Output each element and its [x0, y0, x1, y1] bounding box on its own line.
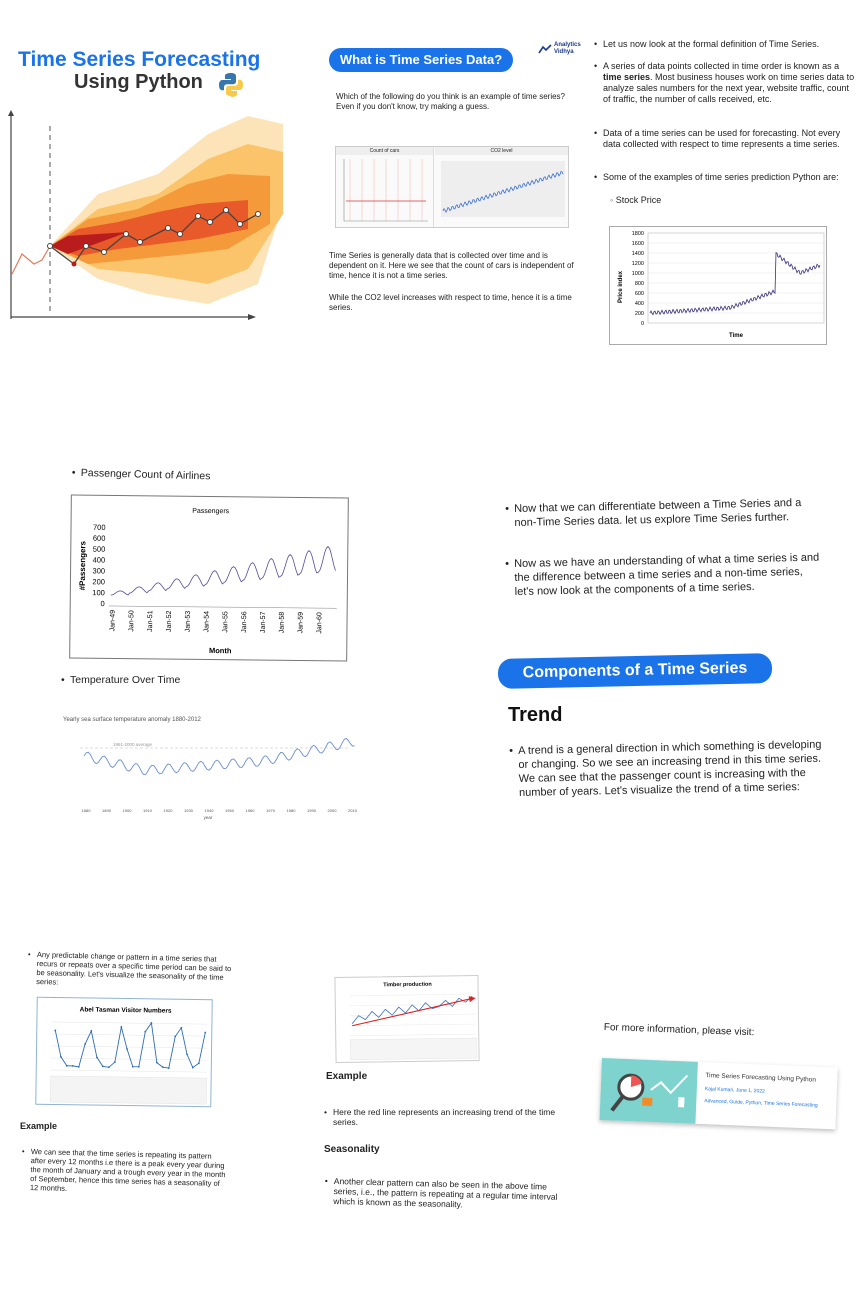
- passengers-xtick: Jan-53: [184, 610, 192, 633]
- chart-co2-title: CO2 level: [435, 147, 568, 155]
- chart-co2-level: [435, 147, 568, 227]
- article-tags[interactable]: Advanced, Guide, Python, Time Series Forecasting: [704, 1098, 818, 1109]
- timber-chart: [334, 975, 479, 1063]
- cars-plot: [336, 155, 434, 227]
- article-meta: Kajal Kumari, June 1, 2022: [704, 1086, 765, 1095]
- temp-xtick: 1970: [266, 808, 275, 813]
- passengers-ytick: 100: [92, 588, 105, 598]
- stock-ytick: 1400: [631, 251, 644, 257]
- temp-xtick: 1950: [225, 808, 234, 813]
- bullet-seasonality-explained: • We can see that the time series is repeating its pattern after every 12 months i.e there is a peak every year during the month of January and a trough every year in the month of September, hence this time series has a seasonality of 12 months.: [30, 1147, 227, 1197]
- article-title[interactable]: Time Series Forecasting Using Python: [705, 1072, 817, 1084]
- bullet-seasonality-pattern: • Another clear pattern can also be seen in the above time series, i.e., the pattern is repeating at a regular time interval which is known as the seasonality.: [333, 1176, 560, 1212]
- abel-point: [138, 1066, 140, 1068]
- temp-xtick: 1940: [204, 808, 214, 813]
- temp-xtick: 1910: [143, 808, 152, 813]
- temp-xlabel: year: [203, 815, 213, 820]
- stock-ytick: 1000: [631, 271, 644, 277]
- temp-xtick: 1880: [81, 808, 91, 813]
- temp-xtick: 2000: [327, 808, 337, 813]
- components-heading: Components of a Time Series: [498, 653, 773, 689]
- passengers-ytick: 500: [92, 544, 106, 554]
- python-logo-icon: [218, 72, 244, 103]
- passengers-xtick: Jan-56: [241, 611, 249, 633]
- temp-xtick: 1890: [102, 808, 111, 813]
- passengers-xtick: Jan-60: [316, 612, 324, 634]
- analytics-vidhya-logo-icon: [538, 44, 552, 54]
- what-is-heading: What is Time Series Data?: [329, 48, 513, 72]
- abel-point: [168, 1067, 170, 1069]
- chart-count-of-cars: [336, 147, 434, 227]
- more-info-text: For more information, please visit:: [603, 1022, 755, 1039]
- passengers-xlabel: Month: [208, 646, 232, 656]
- article-card[interactable]: [600, 1058, 838, 1129]
- passengers-xtick: Jan-49: [109, 609, 117, 632]
- passengers-chart: [69, 495, 349, 662]
- panel-title: [8, 44, 288, 324]
- def-bullet-2-pre: A series of data points collected in time order is known as a: [603, 61, 840, 71]
- example-charts: [335, 146, 569, 228]
- temp-xtick: 1990: [307, 808, 316, 813]
- stock-ytick: 0: [640, 321, 644, 327]
- stock-xlabel: Time: [729, 333, 743, 339]
- bullet-seasonality-def: • Any predictable change or pattern in a time series that recurs or repeats over a specific time period can be said to be seasonality. Let's visualize the seasonality of the time series:: [36, 950, 237, 991]
- magnifier-chart-icon: [600, 1058, 698, 1124]
- bullet-differentiate: • Now that we can differentiate between a Time Series and a non-Time Series data. let us explore Time Series further.: [514, 496, 825, 530]
- stock-price-label: Stock Price: [615, 195, 662, 205]
- passengers-ytick: 700: [92, 522, 106, 532]
- bullet-red-line: • Here the red line represents an increasing trend of the time series.: [333, 1107, 567, 1127]
- bullet-passenger-count: • Passenger Count of Airlines: [81, 468, 321, 485]
- temp-xtick: 1980: [286, 808, 296, 813]
- def-bullet-3: • Data of a time series can be used for forecasting. Not every data collected with respect to time represents a time series.: [603, 128, 858, 150]
- example-label-middle: Example: [326, 1071, 368, 1082]
- stock-ylabel: Price index: [618, 270, 624, 304]
- def-bullet-2-post: . Most business houses work on time series data to analyze sales numbers for the next year, website traffic, count of traffic, the number of calls received, etc.: [603, 72, 855, 104]
- abel-point: [54, 1030, 56, 1032]
- bullet-temperature: • Temperature Over Time: [70, 675, 270, 686]
- bullet-understanding: • Now as we have an understanding of what a time series is and the difference between a time series and a non-time series, let's now look at the components of a time series.: [514, 551, 825, 599]
- example-label-left: Example: [20, 1121, 58, 1131]
- abel-tasman-chart: [35, 997, 212, 1107]
- passengers-ytick: 0: [100, 599, 105, 609]
- temp-xtick: 1920: [163, 808, 173, 813]
- passengers-xtick: Jan-50: [128, 610, 136, 632]
- title-line2: Using Python: [74, 71, 203, 93]
- passengers-xtick: Jan-58: [278, 611, 286, 634]
- chart-count-of-cars-title: Count of cars: [336, 147, 433, 155]
- article-thumbnail: [600, 1058, 698, 1124]
- brand-text: Analytics Vidhya: [554, 42, 581, 55]
- stock-ytick: 800: [634, 281, 644, 287]
- passengers-xtick: Jan-55: [222, 611, 230, 633]
- passengers-xtick: Jan-54: [203, 610, 211, 633]
- co2-plot: [435, 155, 568, 227]
- seasonality-heading: Seasonality: [324, 1144, 380, 1155]
- bullet-trend: • A trend is a general direction in which something is developing or changing. So we see an increasing trend in this time series. We can see that the passenger count is increasing with the number of years. Let's visualize the trend of a time series:: [518, 738, 829, 800]
- temp-title: Yearly sea surface temperature anomaly 1880-2012: [63, 717, 201, 723]
- def-bullet-2-bold: time series: [603, 72, 651, 82]
- passengers-ytick: 600: [92, 533, 106, 543]
- abel-point: [204, 1032, 206, 1034]
- timber-title: Timber production: [383, 981, 432, 989]
- stock-ytick: 400: [634, 301, 644, 307]
- def-bullet-2: [603, 61, 858, 105]
- passengers-xtick: Jan-59: [297, 611, 305, 634]
- stock-ytick: 1800: [631, 231, 644, 237]
- abel-point: [120, 1026, 122, 1028]
- passengers-ytick: 300: [92, 566, 106, 576]
- temp-avg-label: 1961-2000 average: [113, 742, 153, 747]
- def-bullet-1: • Let us now look at the formal definition of Time Series.: [603, 39, 858, 50]
- trend-heading: Trend: [508, 704, 563, 726]
- temp-xtick: 2010: [348, 808, 357, 813]
- passengers-xtick: Jan-57: [259, 611, 268, 634]
- title-line1: Time Series Forecasting: [18, 48, 261, 71]
- passengers-ytick: 200: [92, 577, 106, 587]
- forecast-fan-chart: [8, 104, 288, 324]
- stock-ytick: 200: [634, 311, 644, 317]
- passengers-ytick: 400: [92, 555, 106, 565]
- abel-point: [72, 1065, 74, 1067]
- para-co2: While the CO2 level increases with respect to time, hence it is a time series.: [329, 293, 572, 312]
- stock-ytick: 600: [634, 291, 644, 297]
- question-text: Which of the following do you think is an example of time series? Even if you don't know, try making a guess.: [336, 92, 566, 111]
- sub-stock-price: ◦ Stock Price: [610, 195, 662, 205]
- brand-logo: [538, 42, 581, 56]
- stock-chart: [609, 226, 827, 345]
- temp-xtick: 1930: [184, 808, 193, 813]
- stock-ytick: 1600: [631, 241, 644, 247]
- passengers-xtick: Jan-51: [147, 610, 155, 632]
- stock-ytick: 1200: [631, 261, 644, 267]
- abel-tasman-title: Abel Tasman Visitor Numbers: [79, 1006, 172, 1015]
- passengers-title: Passengers: [192, 507, 230, 516]
- temp-xtick: 1960: [245, 808, 255, 813]
- def-bullet-4: • Some of the examples of time series prediction Python are:: [603, 172, 858, 183]
- passengers-xtick: Jan-52: [165, 610, 174, 633]
- passengers-ylabel: #Passengers: [77, 540, 88, 591]
- temperature-chart: [58, 712, 357, 824]
- para-time-series-def: Time Series is generally data that is collected over time and is dependent on it. Here we see that the count of cars is independent of time, hence it is not a time series.: [329, 251, 574, 280]
- temp-xtick: 1900: [122, 808, 132, 813]
